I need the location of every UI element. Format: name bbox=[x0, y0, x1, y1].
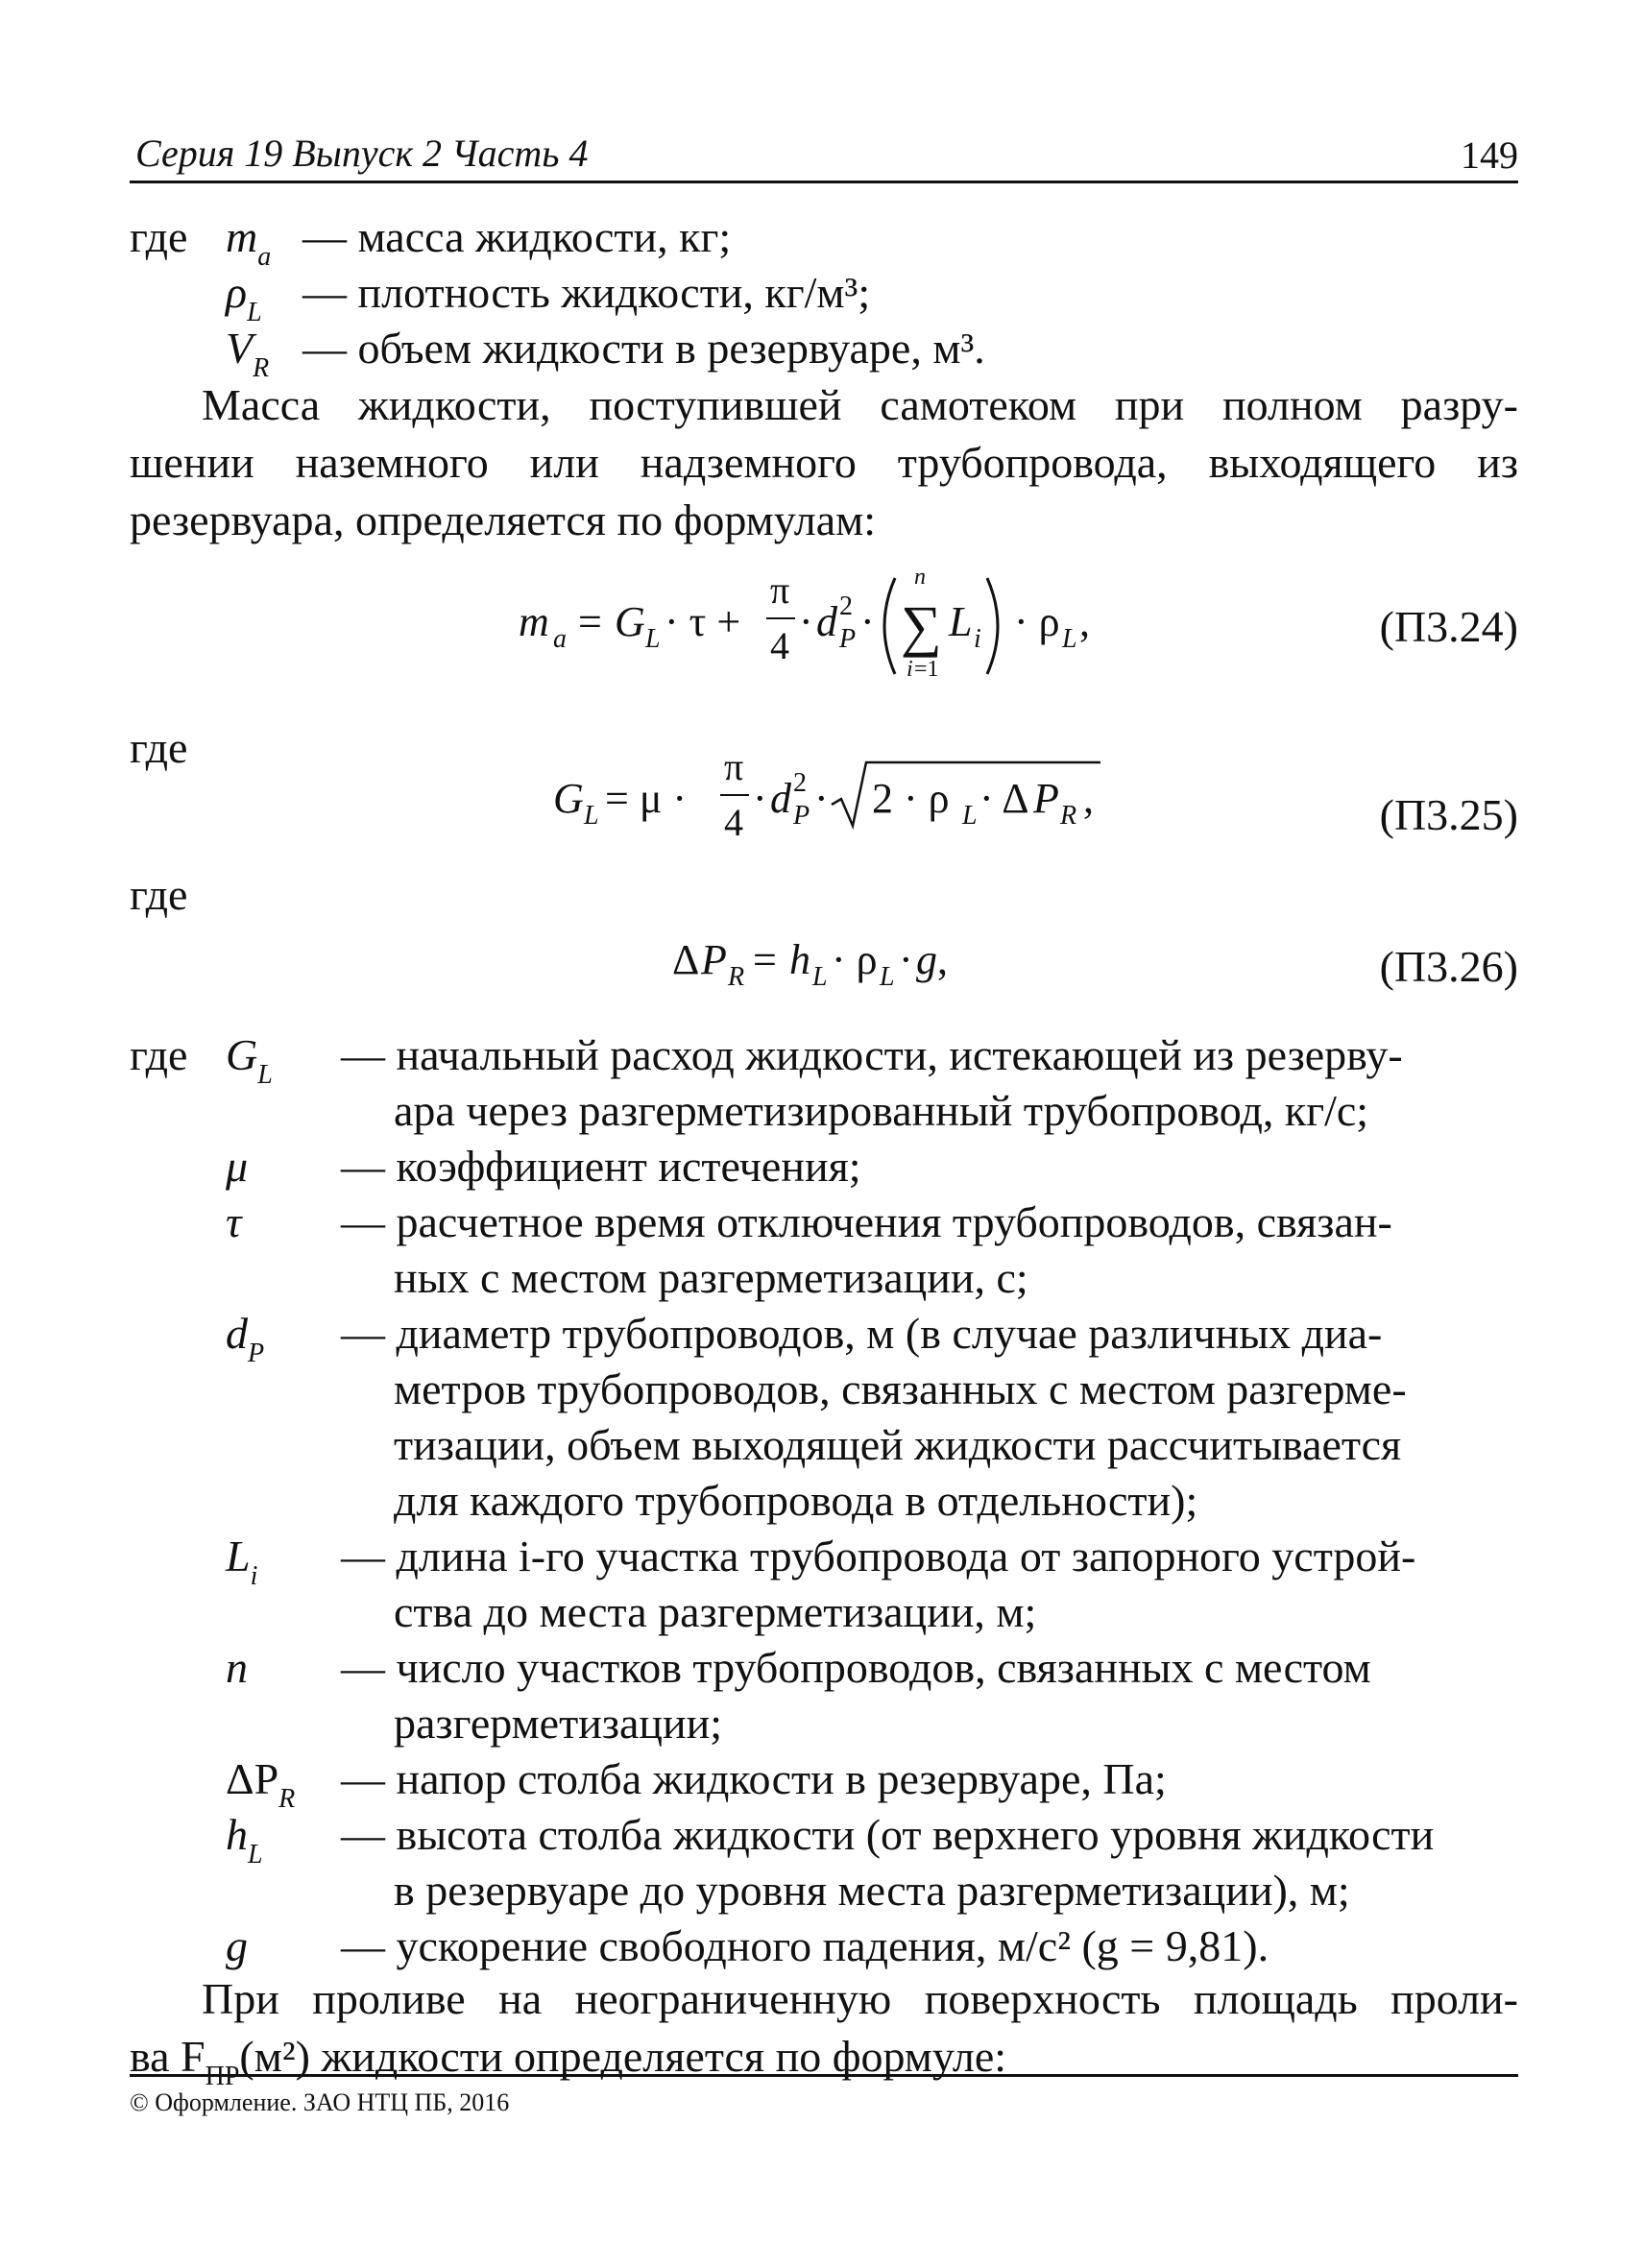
footer-copyright: © Оформление. ЗАО НТЦ ПБ, 2016 bbox=[130, 2088, 510, 2116]
where-label: где bbox=[130, 723, 188, 772]
page-number: 149 bbox=[1461, 133, 1518, 177]
where-label: где bbox=[130, 212, 188, 261]
svg-text:h: h bbox=[789, 936, 810, 983]
definition-line: — коэффициент истечения; bbox=[341, 1142, 861, 1191]
svg-text:L: L bbox=[949, 598, 973, 645]
equation-number: (П3.25) bbox=[1379, 790, 1518, 839]
definition-symbol: $G_L$ bbox=[226, 1030, 273, 1090]
svg-text:L: L bbox=[1062, 624, 1077, 654]
svg-text:i: i bbox=[974, 624, 981, 654]
svg-text:i: i bbox=[907, 657, 913, 682]
page-footer bbox=[130, 2074, 1518, 2116]
definition-line: для каждого трубопровода в отдельности); bbox=[394, 1476, 1198, 1525]
svg-text:4: 4 bbox=[724, 801, 743, 844]
definition-line: ара через разгерметизированный трубопровод, кг/с; bbox=[394, 1086, 1369, 1135]
definition-line: — ускорение свободного падения, м/с² (g = 9,81). bbox=[341, 1921, 1269, 1970]
definition-text bbox=[341, 1918, 1518, 1974]
svg-text:=1: =1 bbox=[914, 657, 939, 682]
where-label: где bbox=[130, 1030, 188, 1079]
definition-line: — высота столба жидкости (от верхнего уровня жидкости bbox=[341, 1810, 1435, 1859]
svg-text:G: G bbox=[615, 598, 645, 645]
definition-line: — диаметр трубопроводов, м (в случае различных диа- bbox=[341, 1309, 1383, 1358]
svg-text:·: · bbox=[899, 936, 913, 983]
definition-symbol: τ bbox=[226, 1197, 242, 1246]
svg-text:L: L bbox=[962, 801, 978, 831]
paragraph-line: ва $F_{ПР}(м^2)$ жидкости определяется по формуле: bbox=[130, 2032, 1007, 2091]
formula-p3-24-graphic bbox=[519, 557, 1191, 701]
svg-text:g: g bbox=[916, 936, 937, 983]
definition-text bbox=[341, 1751, 1518, 1807]
svg-text:P: P bbox=[701, 936, 727, 983]
definition-line: в резервуаре до уровня места разгерметизации), м; bbox=[394, 1866, 1350, 1915]
svg-text:P: P bbox=[839, 624, 857, 654]
svg-text:P: P bbox=[1033, 775, 1059, 822]
svg-text:π: π bbox=[724, 749, 744, 788]
svg-text:· τ +: · τ + bbox=[665, 598, 741, 645]
svg-text:· ρ: · ρ bbox=[832, 936, 878, 983]
paragraph-line: шении наземного или надземного трубопровода, выходящего из bbox=[130, 438, 1518, 487]
definition-symbol: $V_R$ bbox=[226, 324, 270, 383]
paragraph-intro bbox=[130, 376, 1518, 549]
definition-line: — напор столба жидкости в резервуаре, Па; bbox=[341, 1754, 1167, 1803]
formula-p3-25 bbox=[553, 749, 1148, 864]
paragraph-line: Масса жидкости, поступившей самотеком при полном разру- bbox=[202, 380, 1518, 429]
definition-line: метров трубопроводов, связанных с местом разгерме- bbox=[394, 1364, 1407, 1413]
svg-text:P: P bbox=[793, 801, 810, 831]
definition-symbol: g bbox=[226, 1921, 248, 1970]
definition-symbol: n bbox=[226, 1643, 248, 1692]
definition-text bbox=[341, 1640, 1518, 1751]
svg-text:L: L bbox=[584, 801, 599, 831]
svg-text:Δ: Δ bbox=[672, 936, 700, 983]
formula-p3-26-graphic bbox=[672, 929, 1037, 997]
svg-text:· ρ: · ρ bbox=[1014, 598, 1060, 645]
svg-text:,: , bbox=[1083, 775, 1094, 822]
svg-text:d: d bbox=[770, 775, 791, 822]
svg-text:,: , bbox=[937, 936, 948, 983]
definition-line: тизации, объем выходящей жидкости рассчитывается bbox=[394, 1420, 1402, 1469]
svg-text:2: 2 bbox=[793, 768, 807, 798]
equation-number: (П3.24) bbox=[1379, 602, 1518, 651]
definition-text: — масса жидкости, кг; bbox=[302, 212, 732, 261]
svg-text:=: = bbox=[753, 936, 777, 983]
definition-text: — объем жидкости в резервуаре, м³. bbox=[302, 324, 985, 373]
svg-text:·: · bbox=[860, 598, 875, 645]
definition-symbol: $h_L$ bbox=[226, 1810, 263, 1870]
running-header bbox=[130, 131, 1518, 183]
svg-text:·: · bbox=[753, 775, 767, 822]
formula-p3-24 bbox=[519, 557, 1191, 701]
definition-symbol: $m_a$ bbox=[226, 212, 272, 272]
paragraph-line: При проливе на неограниченную поверхность площадь проли- bbox=[202, 1974, 1518, 2023]
definition-line: разгерметизации; bbox=[394, 1699, 723, 1748]
definition-text bbox=[341, 1139, 1518, 1194]
svg-text:,: , bbox=[1079, 598, 1090, 645]
svg-text:R: R bbox=[1060, 801, 1077, 831]
svg-text:n: n bbox=[914, 565, 926, 590]
svg-text:a: a bbox=[553, 624, 567, 654]
definition-text bbox=[341, 1807, 1518, 1918]
definition-text bbox=[341, 1529, 1518, 1640]
definition-line: — число участков трубопроводов, связанных с местом bbox=[341, 1643, 1371, 1692]
svg-text:d: d bbox=[816, 598, 837, 645]
svg-text:4: 4 bbox=[770, 624, 789, 667]
definition-symbol: $d_P$ bbox=[226, 1309, 265, 1368]
definition-line: ных с местом разгерметизации, с; bbox=[394, 1253, 1028, 1302]
svg-text:L: L bbox=[880, 962, 895, 992]
definition-text bbox=[341, 1194, 1518, 1306]
formula-p3-26 bbox=[672, 929, 1037, 997]
svg-text:R: R bbox=[728, 962, 745, 992]
svg-text:= μ ·: = μ · bbox=[605, 775, 688, 822]
definition-text bbox=[341, 1306, 1518, 1529]
svg-text:·: · bbox=[799, 598, 813, 645]
paragraph-line: резервуара, определяется по формулам: bbox=[130, 495, 877, 544]
equation-number: (П3.26) bbox=[1379, 942, 1518, 991]
svg-text:2 · ρ: 2 · ρ bbox=[872, 775, 950, 822]
svg-text:L: L bbox=[812, 962, 828, 992]
definition-line: ства до места разгерметизации, м; bbox=[394, 1587, 1037, 1636]
formula-p3-25-graphic bbox=[553, 749, 1148, 864]
running-title: Серия 19 Выпуск 2 Часть 4 bbox=[135, 132, 589, 175]
definition-symbol: $\rho_L$ bbox=[226, 268, 262, 327]
svg-text:=: = bbox=[578, 598, 602, 645]
where-label: где bbox=[130, 870, 188, 919]
svg-text:· Δ: · Δ bbox=[979, 775, 1029, 822]
definition-text bbox=[341, 1027, 1518, 1139]
svg-text:2: 2 bbox=[839, 591, 853, 621]
svg-text:π: π bbox=[770, 568, 790, 612]
svg-text:∑: ∑ bbox=[901, 594, 942, 658]
svg-text:·: · bbox=[814, 775, 829, 822]
definition-line: — расчетное время отключения трубопроводов, связан- bbox=[341, 1197, 1392, 1246]
definition-line: — длина i-го участка трубопровода от запорного устрой- bbox=[341, 1532, 1416, 1580]
definition-line: — начальный расход жидкости, истекающей из резерву- bbox=[341, 1030, 1403, 1079]
svg-text:G: G bbox=[553, 775, 584, 822]
definition-symbol: $\Delta P_R$ bbox=[226, 1754, 296, 1814]
definition-symbol: μ bbox=[226, 1142, 249, 1191]
definition-text: — плотность жидкости, кг/м³; bbox=[302, 268, 871, 317]
svg-text:L: L bbox=[645, 624, 661, 654]
svg-text:m: m bbox=[519, 598, 549, 645]
definition-symbol: $L_i$ bbox=[226, 1532, 258, 1591]
